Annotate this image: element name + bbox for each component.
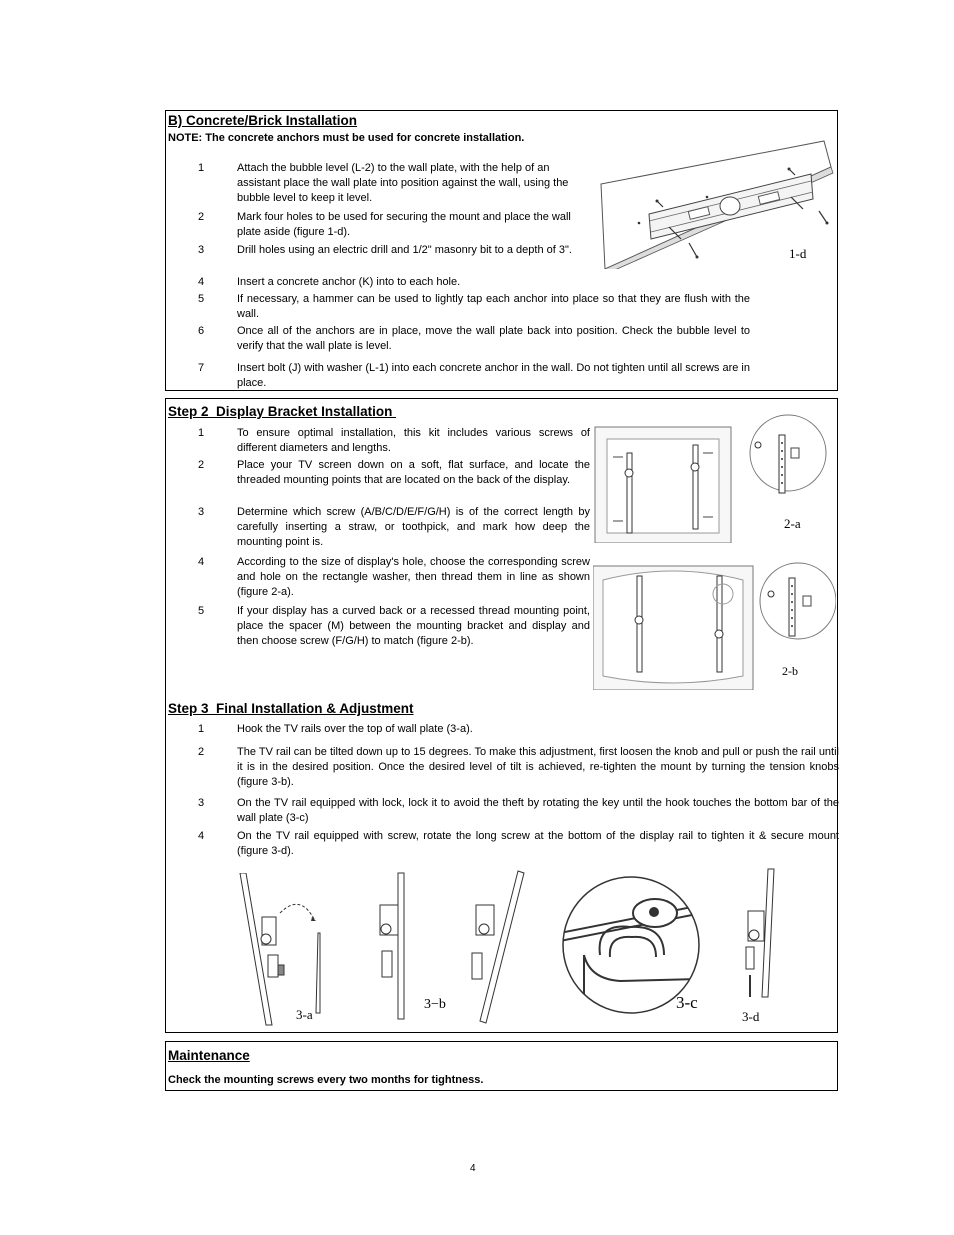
step-text: Once all of the anchors are in place, move the wall plate back into position. Check the bubble level to verify that the wall plate is level. [237, 325, 750, 352]
step-number: 5 [198, 293, 205, 305]
step-text: On the TV rail equipped with lock, lock it to avoid the theft by rotating the key until the hook touches the bottom bar of the wall plate (3-c) [237, 797, 839, 824]
step-number: 7 [198, 362, 205, 374]
concrete-installation-section [165, 110, 838, 391]
step-text: Place your TV screen down on a soft, flat surface, and locate the threaded mounting points that are located on the back of the display. [237, 459, 590, 486]
maintenance-text: Check the mounting screws every two months for tightness. [168, 1074, 484, 1086]
figure-label: 2-a [784, 516, 801, 531]
step-number: 2 [198, 211, 205, 223]
section-title: Maintenance [168, 1048, 250, 1063]
figure-label: 3-c [676, 993, 698, 1012]
maintenance-section [165, 1041, 838, 1091]
step-number: 6 [198, 325, 205, 337]
step-text: Insert a concrete anchor (K) into to each hole. [237, 276, 461, 288]
figure-label: 1-d [789, 246, 807, 261]
step-number: 5 [198, 605, 205, 617]
figure-label: 3−b [424, 997, 446, 1012]
section-title: Step 2 Display Bracket Installation [168, 404, 397, 419]
step-text: If your display has a curved back or a recessed thread mounting point, place the spacer (M) between the mounting bracket and display and then choose screw (F/G/H) to match (figure 2-b). [237, 605, 590, 647]
step-text: Attach the bubble level (L-2) to the wall plate, with the help of an assistant place the wall plate into position against the wall, using the bubble level to keep it level. [237, 162, 569, 204]
step-number: 3 [198, 244, 205, 256]
figure-label: 2-b [782, 664, 798, 678]
figure-3b [368, 869, 528, 1025]
step-number: 4 [198, 276, 205, 288]
figure-label: 3-d [742, 1009, 760, 1024]
section-title: Step 3 Final Installation & Adjustment [168, 701, 414, 716]
step-number: 4 [198, 556, 205, 568]
step-number: 2 [198, 459, 205, 471]
step-number: 1 [198, 723, 205, 735]
step-text: Mark four holes to be used for securing the mount and place the wall plate aside (figure 1-d). [237, 211, 571, 238]
step-number: 3 [198, 797, 205, 809]
step-number: 4 [198, 830, 205, 842]
step-text: Insert bolt (J) with washer (L-1) into each concrete anchor in the wall. Do not tighten until all screws are in place. [237, 362, 750, 389]
page-number: 4 [470, 1163, 476, 1174]
step-number: 1 [198, 162, 205, 174]
bracket-figure-2b [593, 556, 836, 690]
section-note: NOTE: The concrete anchors must be used for concrete installation. [168, 132, 525, 144]
step-number: 2 [198, 746, 205, 758]
step-text: According to the size of display's hole, choose the corresponding screw and hole on the rectangle washer, then thread them in line as shown (figure 2-a). [237, 556, 590, 598]
section-title: B) Concrete/Brick Installation [168, 113, 358, 128]
figure-label: 3-a [296, 1007, 313, 1022]
step-text: Hook the TV rails over the top of wall plate (3-a). [237, 723, 473, 735]
step-text: The TV rail can be tilted down up to 15 degrees. To make this adjustment, first loosen the knob and pull or push the rail until it is in the desired position. Once the desired level of tilt is achieved, re-tighten the mount by turning the tension knobs (figure 3-b). [237, 746, 839, 788]
step-number: 3 [198, 506, 205, 518]
step-text: Determine which screw (A/B/C/D/E/F/G/H) is of the correct length by carefully inserting a straw, or toothpick, and mark how deep the mounting point is. [237, 506, 590, 548]
step-text: On the TV rail equipped with screw, rotate the long screw at the bottom of the display rail to tighten it & secure mount (figure 3-d). [237, 830, 839, 857]
step-text: To ensure optimal installation, this kit includes various screws of different diameters and lengths. [237, 427, 590, 454]
figure-3a [238, 873, 328, 1028]
figure-3d [738, 867, 788, 1007]
step-number: 1 [198, 427, 205, 439]
step-text: If necessary, a hammer can be used to lightly tap each anchor into place so that they are flush with the wall. [237, 293, 750, 320]
step-text: Drill holes using an electric drill and 1/2" masonry bit to a depth of 3". [237, 244, 572, 256]
display-bracket-section [165, 398, 838, 1033]
